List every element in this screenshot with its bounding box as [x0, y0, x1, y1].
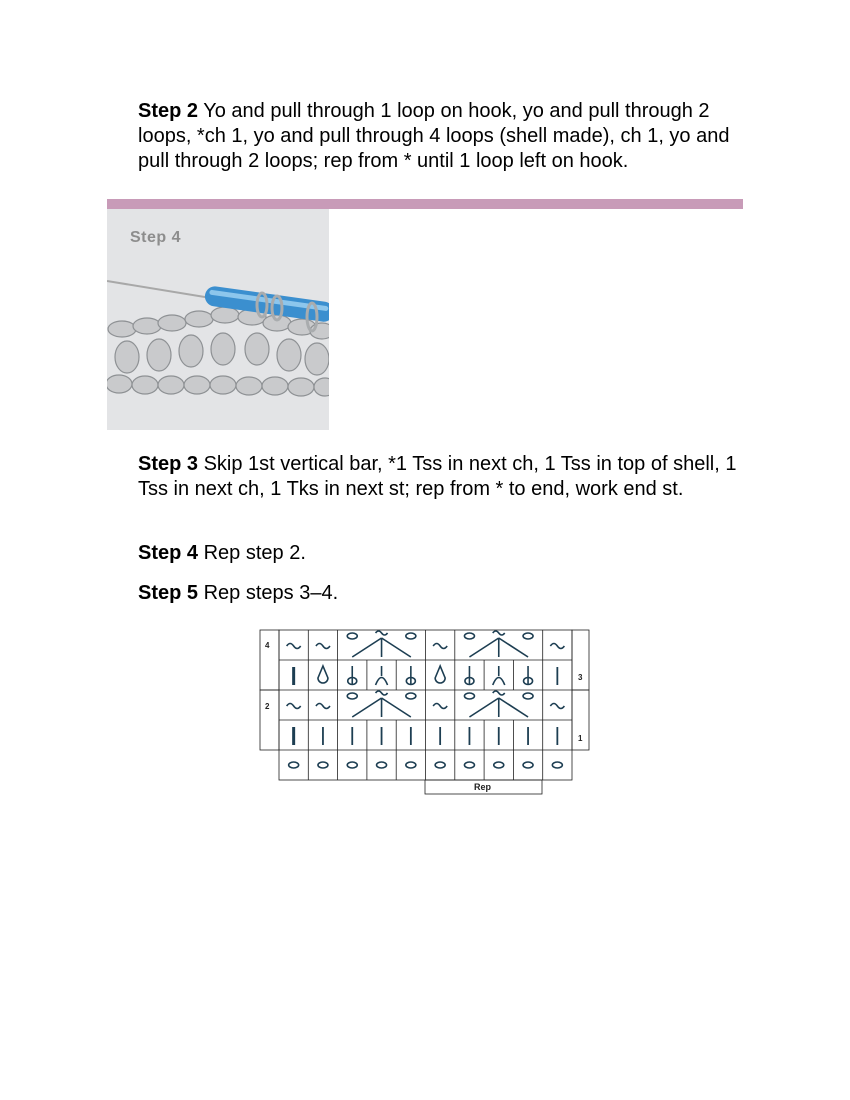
repeat-label: Rep	[474, 782, 492, 792]
row-3-simple-stitch	[465, 666, 474, 685]
row-2-shell	[464, 691, 533, 717]
step-4-photo	[107, 209, 329, 430]
row-label-cell-2	[260, 690, 279, 750]
step-2-text: Yo and pull through 1 loop on hook, yo and pull through 2 loops, *ch 1, yo and pull through 4 loops (shell made), ch 1, yo and pull through 2 loops; rep from * until 1 loop left on hook.	[138, 100, 730, 172]
foundation-chain	[523, 762, 533, 768]
row-3-simple-stitch	[406, 666, 415, 685]
step-3-paragraph	[138, 452, 748, 502]
step-3-label: Step 3	[138, 453, 199, 475]
row-4-return-stitch	[287, 644, 301, 649]
step-4-label: Step 4	[138, 542, 199, 564]
row-4-shell	[347, 631, 416, 657]
step-5-text: Rep steps 3–4.	[198, 582, 339, 604]
row-number-2: 2	[265, 702, 270, 711]
foundation-chain	[406, 762, 416, 768]
step-5-paragraph	[138, 581, 748, 606]
row-number-4: 4	[265, 641, 270, 650]
row-2-return-stitch	[433, 704, 447, 709]
row-3-knit-stitch	[435, 666, 445, 683]
row-3-shell-top-stitch	[493, 666, 505, 685]
row-4-return-stitch	[433, 644, 447, 649]
row-3-knit-stitch	[318, 666, 328, 683]
row-4-shell	[464, 631, 533, 657]
step-4-text: Rep step 2.	[198, 542, 306, 564]
stitch-chart	[258, 629, 592, 797]
foundation-chain	[318, 762, 328, 768]
section-divider-bar	[107, 199, 743, 209]
foundation-chain	[435, 762, 445, 768]
step-3-text: Skip 1st vertical bar, *1 Tss in next ch, 1 Tss in top of shell, 1 Tss in next ch, 1 Tks in next st; rep from * to end, work end st.	[138, 453, 737, 500]
step-5-label: Step 5	[138, 582, 199, 604]
step-2-paragraph	[138, 99, 748, 174]
foundation-chain	[347, 762, 357, 768]
row-2-return-stitch	[287, 704, 301, 709]
row-3-simple-stitch	[348, 666, 357, 685]
foundation-chain	[289, 762, 299, 768]
foundation-chain	[494, 762, 504, 768]
row-2-return-stitch	[316, 704, 330, 709]
step-2-label: Step 2	[138, 100, 199, 122]
row-2-return-stitch	[550, 704, 564, 709]
foundation-chain	[552, 762, 562, 768]
row-4-return-stitch	[316, 644, 330, 649]
row-2-shell	[347, 691, 416, 717]
foundation-chain	[377, 762, 387, 768]
row-3-shell-top-stitch	[376, 666, 388, 685]
row-4-return-stitch	[550, 644, 564, 649]
step-4-paragraph	[138, 541, 748, 566]
row-3-simple-stitch	[524, 666, 533, 685]
foundation-chain	[464, 762, 474, 768]
row-number-3: 3	[578, 673, 583, 682]
row-label-cell-4	[260, 630, 279, 690]
photo-step-label: Step 4	[130, 229, 182, 246]
row-number-1: 1	[578, 734, 583, 743]
